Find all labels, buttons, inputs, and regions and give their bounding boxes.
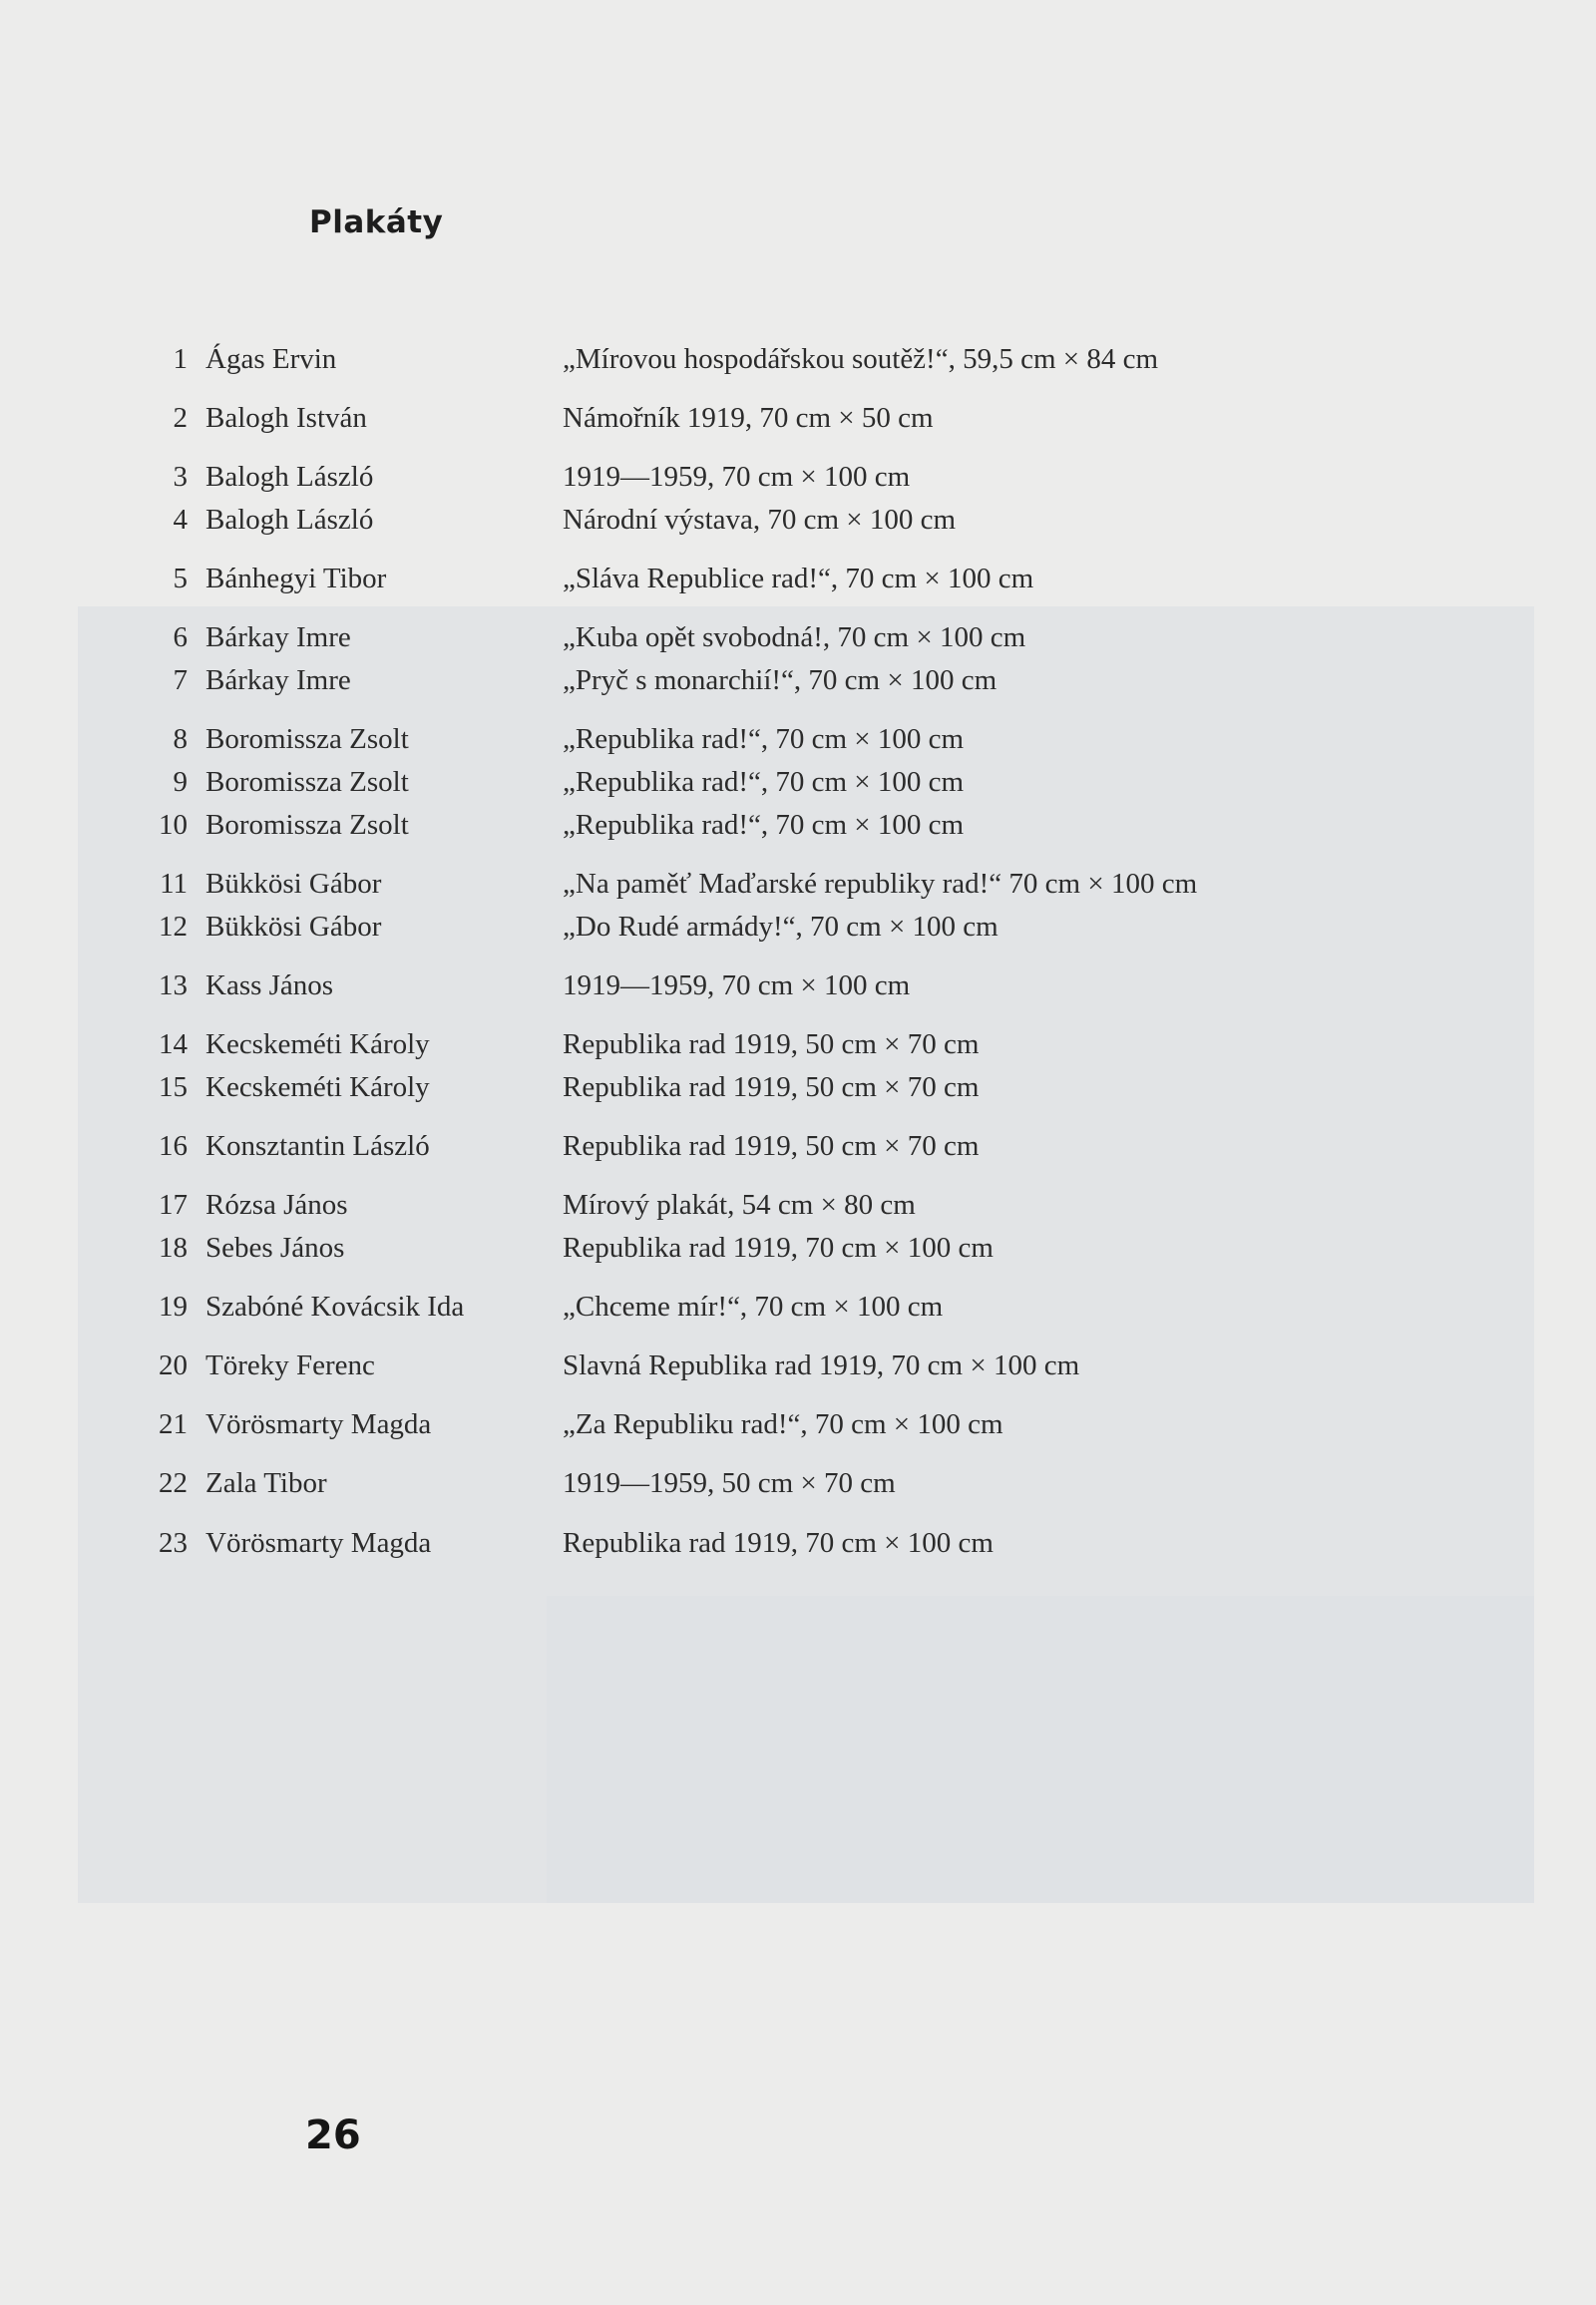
entry-title: „Do Rudé armády!“, 70 cm × 100 cm xyxy=(563,911,998,943)
list-item xyxy=(0,339,1596,379)
entry-artist: Töreky Ferenc xyxy=(205,1349,375,1381)
list-item xyxy=(0,1067,1596,1107)
entry-artist: Vörösmarty Magda xyxy=(205,1408,432,1440)
entry-artist: Zala Tibor xyxy=(205,1467,327,1499)
entry-artist: Ágas Ervin xyxy=(205,343,337,375)
list-item xyxy=(0,500,1596,540)
entry-title: „Pryč s monarchií!“, 70 cm × 100 cm xyxy=(563,664,998,696)
list-item xyxy=(0,762,1596,802)
entry-artist: Bükkösi Gábor xyxy=(205,911,382,943)
list-item xyxy=(0,559,1596,598)
entry-number: 3 xyxy=(173,461,188,493)
list-item xyxy=(0,457,1596,497)
entry-title: Republika rad 1919, 50 cm × 70 cm xyxy=(563,1130,980,1162)
entry-artist: Sebes János xyxy=(205,1232,345,1264)
list-item xyxy=(0,1404,1596,1444)
list-item xyxy=(0,907,1596,947)
entry-title: Mírový plakát, 54 cm × 80 cm xyxy=(563,1189,916,1221)
entry-title: „Na paměť Maďarské republiky rad!“ 70 cm × 100 cm xyxy=(563,868,1198,900)
entry-number: 21 xyxy=(159,1408,188,1440)
list-item xyxy=(0,1523,1596,1563)
entry-number: 17 xyxy=(159,1189,188,1221)
list-item xyxy=(0,660,1596,700)
list-item xyxy=(0,864,1596,904)
entry-title: 1919—1959, 50 cm × 70 cm xyxy=(563,1467,896,1499)
list-item xyxy=(0,1185,1596,1225)
entry-number: 9 xyxy=(173,766,188,798)
list-item xyxy=(0,805,1596,845)
entry-number: 4 xyxy=(173,504,188,536)
entry-artist: Boromissza Zsolt xyxy=(205,809,409,841)
entry-number: 19 xyxy=(159,1291,188,1323)
list-item xyxy=(0,398,1596,438)
list-item xyxy=(0,1024,1596,1064)
entry-artist: Konsztantin László xyxy=(205,1130,430,1162)
entry-number: 23 xyxy=(159,1527,188,1559)
entry-artist: Kecskeméti Károly xyxy=(205,1071,430,1103)
entry-number: 2 xyxy=(173,402,188,434)
entry-title: „Chceme mír!“, 70 cm × 100 cm xyxy=(563,1291,944,1323)
entry-artist: Vörösmarty Magda xyxy=(205,1527,432,1559)
background-tint-lower xyxy=(547,1596,1534,1903)
list-item xyxy=(0,617,1596,657)
entry-artist: Bárkay Imre xyxy=(205,621,351,653)
entry-number: 5 xyxy=(173,563,188,594)
entry-number: 16 xyxy=(159,1130,188,1162)
entry-artist: Balogh László xyxy=(205,461,374,493)
entry-title: „Sláva Republice rad!“, 70 cm × 100 cm xyxy=(563,563,1034,594)
entry-title: „Republika rad!“, 70 cm × 100 cm xyxy=(563,723,965,755)
entry-title: „Republika rad!“, 70 cm × 100 cm xyxy=(563,766,965,798)
entry-title: Národní výstava, 70 cm × 100 cm xyxy=(563,504,957,536)
entry-title: „Republika rad!“, 70 cm × 100 cm xyxy=(563,809,965,841)
entry-title: „Kuba opět svobodná!, 70 cm × 100 cm xyxy=(563,621,1026,653)
entry-number: 7 xyxy=(173,664,188,696)
entry-title: Republika rad 1919, 70 cm × 100 cm xyxy=(563,1232,994,1264)
entry-artist: Boromissza Zsolt xyxy=(205,723,409,755)
entry-artist: Rózsa János xyxy=(205,1189,348,1221)
entry-number: 1 xyxy=(173,343,188,375)
entry-number: 10 xyxy=(159,809,188,841)
entry-title: 1919—1959, 70 cm × 100 cm xyxy=(563,969,911,1001)
entry-number: 13 xyxy=(159,969,188,1001)
entry-title: Slavná Republika rad 1919, 70 cm × 100 cm xyxy=(563,1349,1080,1381)
list-item xyxy=(0,1463,1596,1503)
entry-artist: Balogh István xyxy=(205,402,367,434)
entry-title: „Mírovou hospodářskou soutěž!“, 59,5 cm × 84 cm xyxy=(563,343,1159,375)
entry-artist: Balogh László xyxy=(205,504,374,536)
entry-title: Republika rad 1919, 50 cm × 70 cm xyxy=(563,1071,980,1103)
page-number: 26 xyxy=(305,2113,361,2158)
entry-number: 18 xyxy=(159,1232,188,1264)
entry-title: „Za Republiku rad!“, 70 cm × 100 cm xyxy=(563,1408,1003,1440)
entry-artist: Boromissza Zsolt xyxy=(205,766,409,798)
entry-title: 1919—1959, 70 cm × 100 cm xyxy=(563,461,911,493)
entry-number: 14 xyxy=(159,1028,188,1060)
entry-artist: Bánhegyi Tibor xyxy=(205,563,387,594)
entry-title: Republika rad 1919, 50 cm × 70 cm xyxy=(563,1028,980,1060)
entry-number: 6 xyxy=(173,621,188,653)
entry-artist: Bárkay Imre xyxy=(205,664,351,696)
list-item xyxy=(0,965,1596,1005)
entry-number: 11 xyxy=(160,868,188,900)
entry-number: 12 xyxy=(159,911,188,943)
entry-number: 15 xyxy=(159,1071,188,1103)
entry-number: 8 xyxy=(173,723,188,755)
entry-title: Republika rad 1919, 70 cm × 100 cm xyxy=(563,1527,994,1559)
entry-artist: Kass János xyxy=(205,969,334,1001)
list-item xyxy=(0,1345,1596,1385)
entry-number: 20 xyxy=(159,1349,188,1381)
entry-artist: Bükkösi Gábor xyxy=(205,868,382,900)
entry-number: 22 xyxy=(159,1467,188,1499)
list-item xyxy=(0,1228,1596,1268)
list-item xyxy=(0,719,1596,759)
entry-artist: Szabóné Kovácsik Ida xyxy=(205,1291,465,1323)
entry-artist: Kecskeméti Károly xyxy=(205,1028,430,1060)
entry-title: Námořník 1919, 70 cm × 50 cm xyxy=(563,402,934,434)
list-item xyxy=(0,1126,1596,1166)
list-item xyxy=(0,1287,1596,1327)
section-heading: Plakáty xyxy=(309,204,444,240)
